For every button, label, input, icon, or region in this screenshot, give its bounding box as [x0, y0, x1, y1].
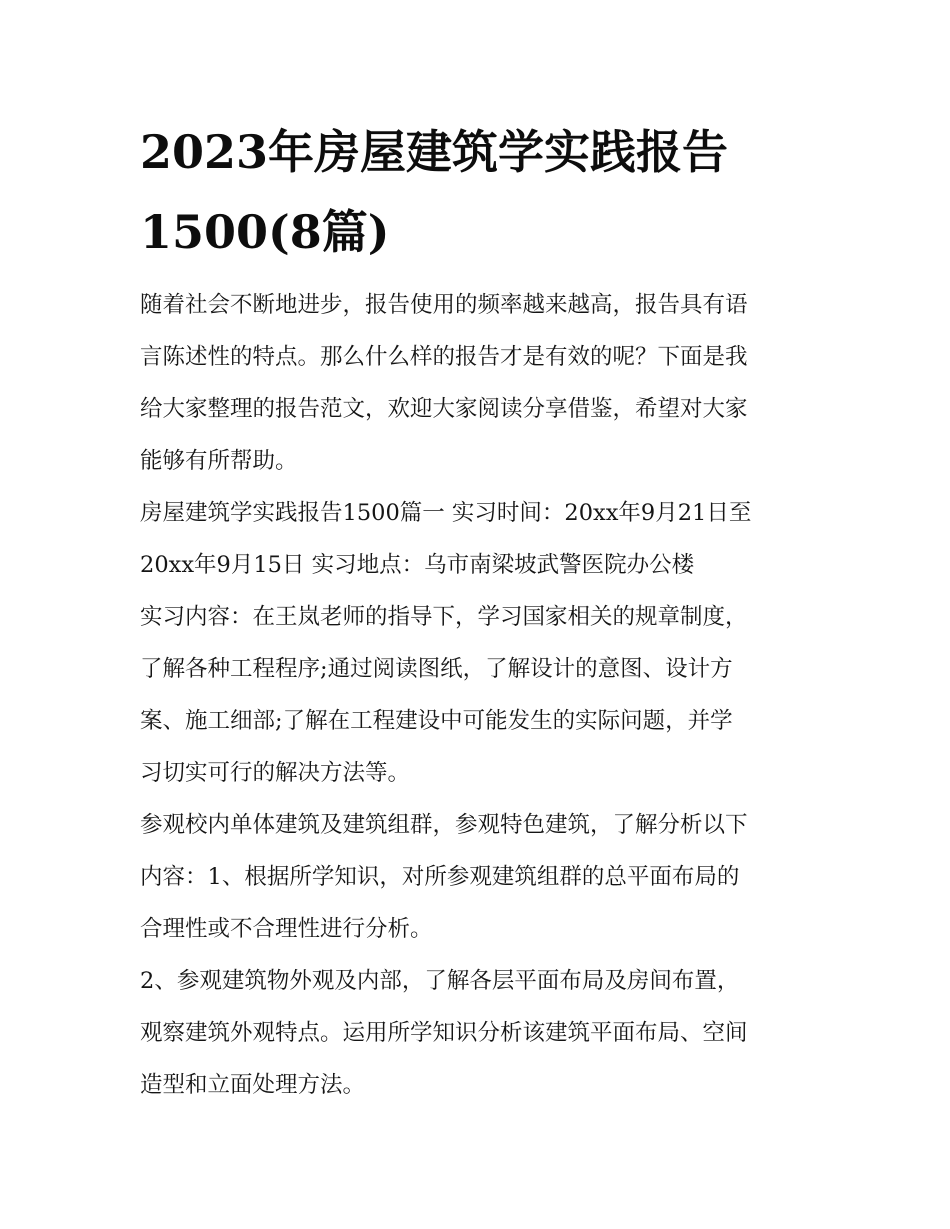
- text-line: 参观校内单体建筑及建筑组群，参观特色建筑，了解分析以下: [140, 812, 748, 838]
- visit-content-paragraph: [140, 799, 820, 955]
- text-line: 能够有所帮助。: [140, 448, 298, 474]
- text-line: 案、施工细部;了解在工程建设中可能发生的实际问题，并学: [140, 708, 733, 734]
- text-line: 内容：1、根据所学知识，对所参观建筑组群的总平面布局的: [140, 864, 740, 890]
- text-line: 合理性或不合理性进行分析。: [140, 916, 433, 942]
- text-line: 20xx年9月15日 实习地点：乌市南梁坡武警医院办公楼: [140, 552, 695, 578]
- text-line: 实习内容：在王岚老师的指导下，学习国家相关的规章制度，: [140, 604, 748, 630]
- document-title: [140, 112, 820, 272]
- text-line: 了解各种工程程序;通过阅读图纸，了解设计的意图、设计方: [140, 656, 733, 682]
- text-line: 观察建筑外观特点。运用所学知识分析该建筑平面布局、空间: [140, 1020, 748, 1046]
- text-line: 给大家整理的报告范文，欢迎大家阅读分享借鉴，希望对大家: [140, 396, 748, 422]
- text-line: 习切实可行的解决方法等。: [140, 760, 411, 786]
- text-line: 2、参观建筑物外观及内部，了解各层平面布局及房间布置，: [140, 968, 740, 994]
- text-line: 言陈述性的特点。那么什么样的报告才是有效的呢？下面是我: [140, 344, 748, 370]
- text-line: 房屋建筑学实践报告1500篇一 实习时间：20xx年9月21日至: [140, 500, 752, 526]
- title-line: 2023年房屋建筑学实践报告: [140, 125, 729, 179]
- text-line: 造型和立面处理方法。: [140, 1072, 366, 1098]
- text-line: 随着社会不断地进步，报告使用的频率越来越高，报告具有语: [140, 292, 748, 318]
- intro-paragraph: [140, 279, 820, 487]
- title-line: 1500(8篇): [140, 205, 390, 259]
- internship-info-paragraph: [140, 487, 820, 799]
- building-analysis-paragraph: [140, 955, 820, 1111]
- document-body: [140, 279, 820, 1111]
